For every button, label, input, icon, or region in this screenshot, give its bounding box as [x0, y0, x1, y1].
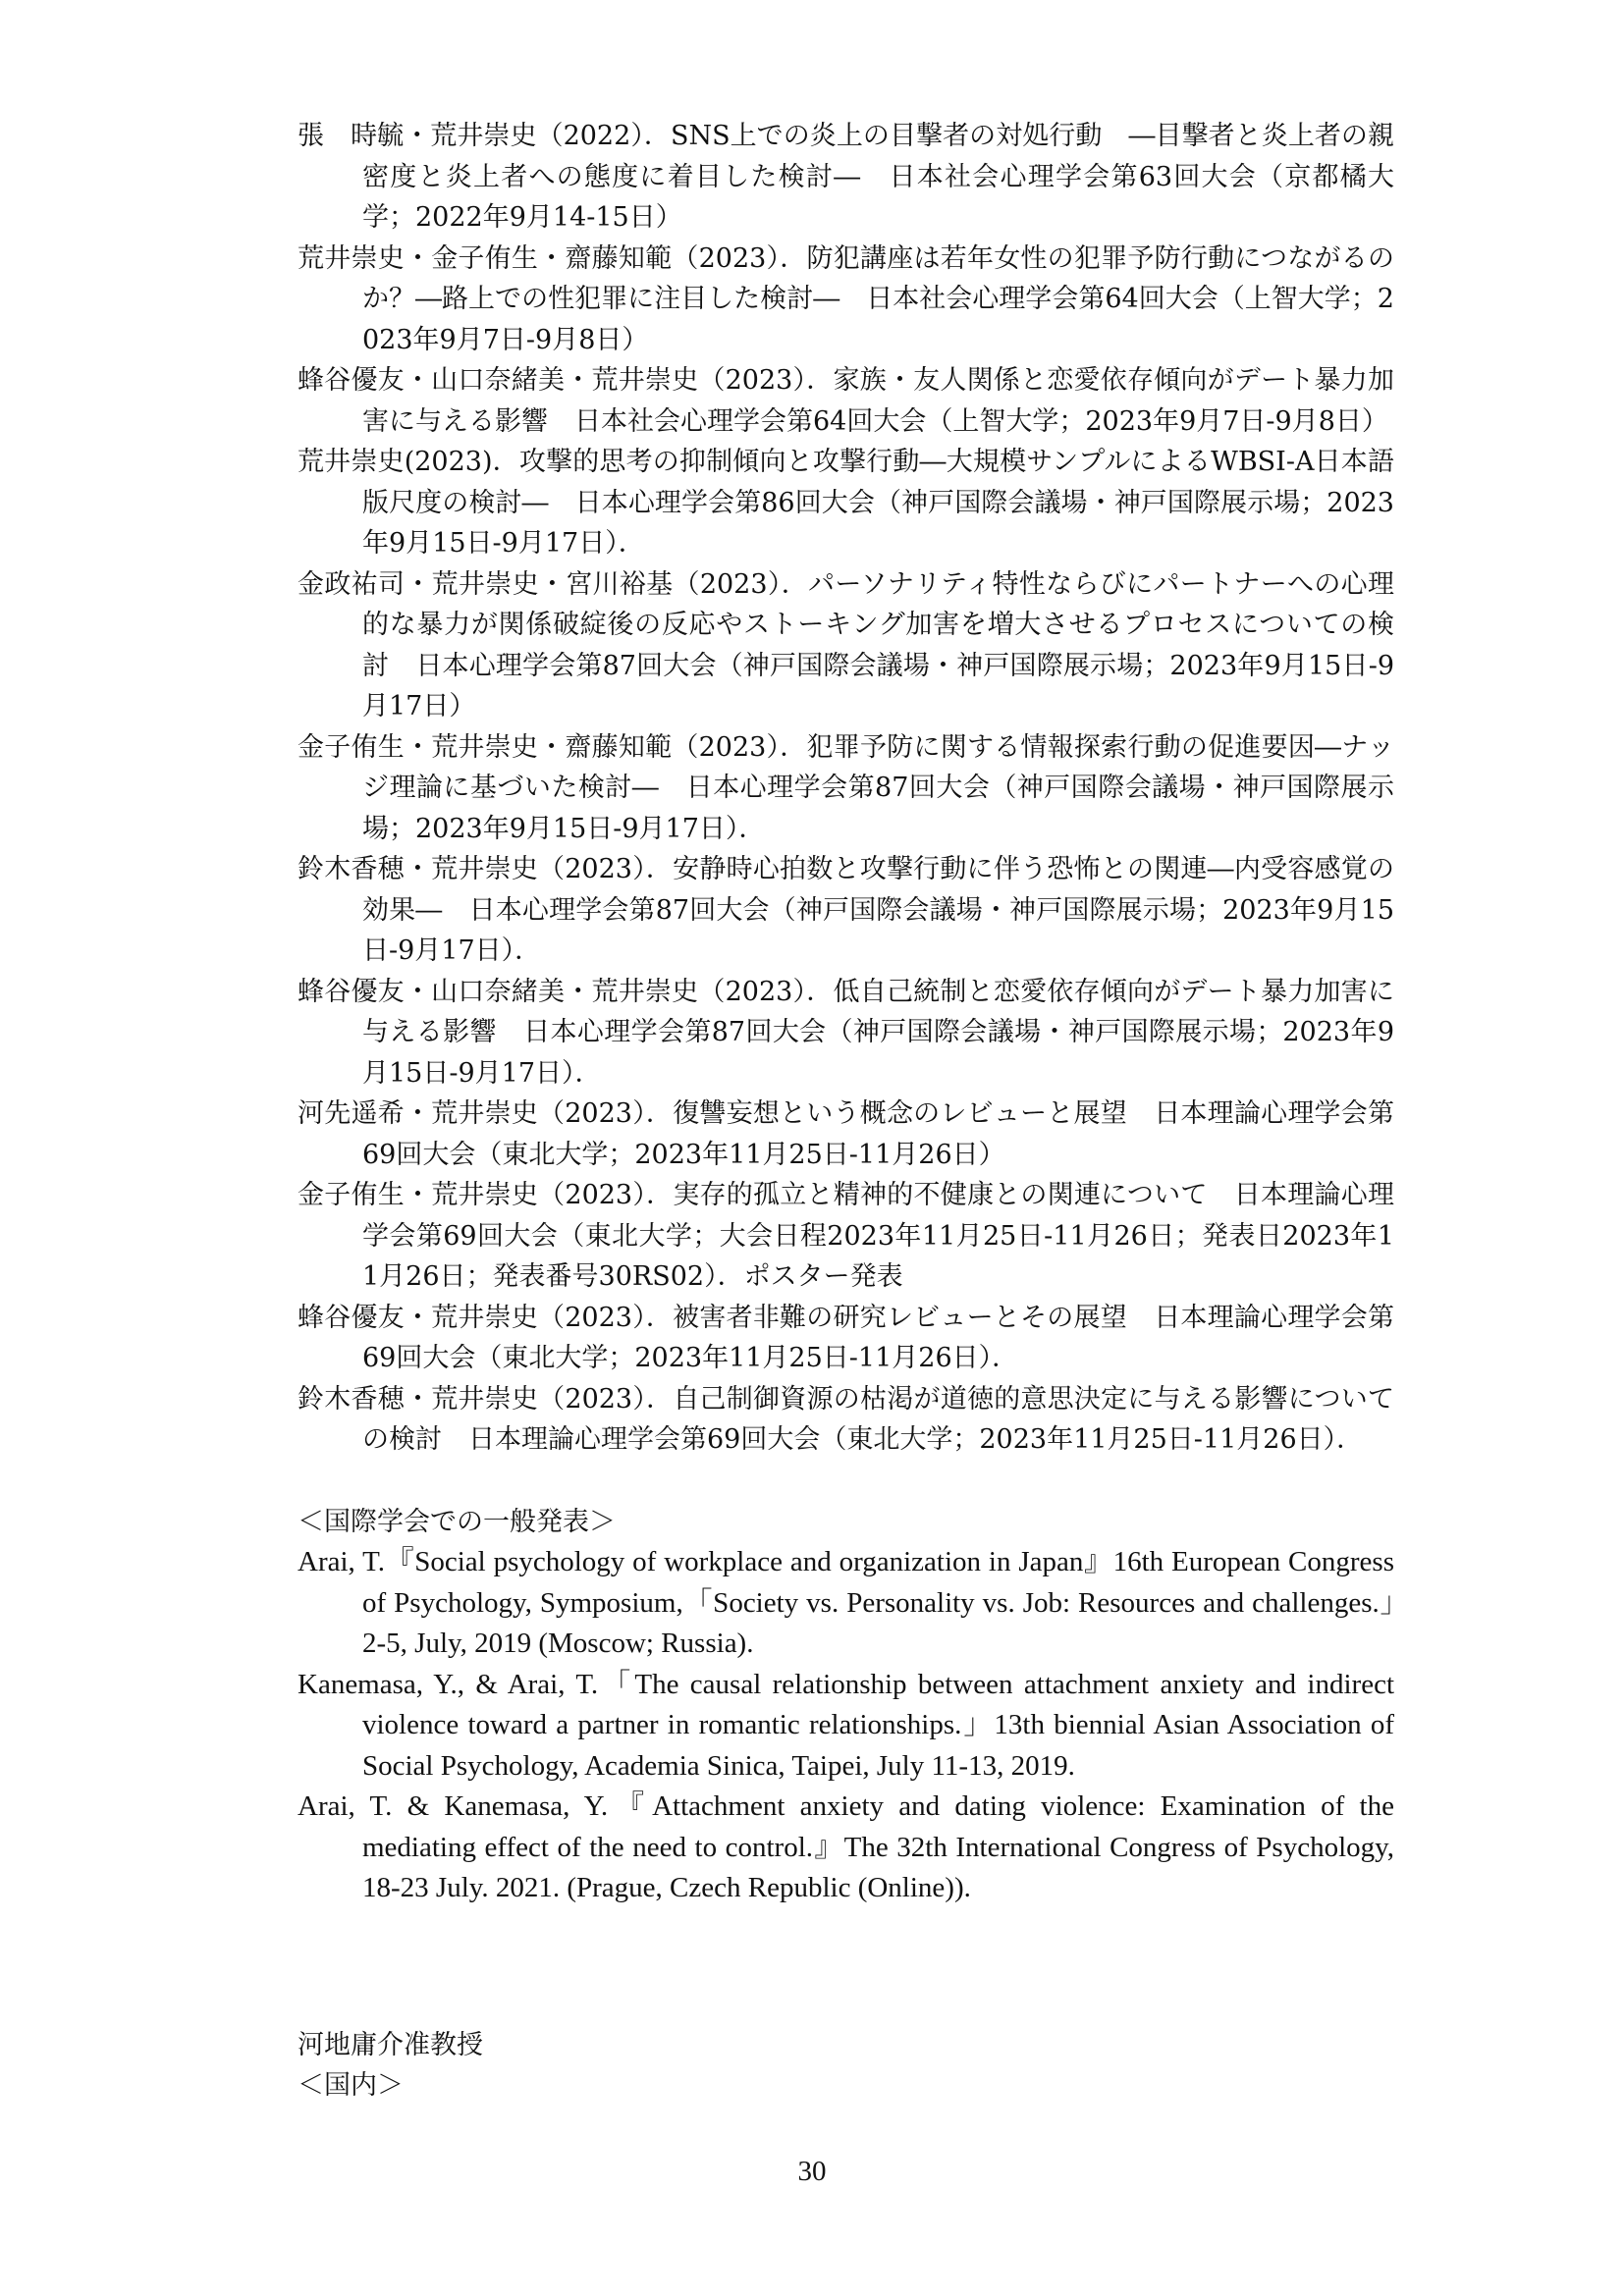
- page-number: 30: [797, 2156, 827, 2187]
- section-heading-international: ＜国際学会での一般発表＞: [298, 1506, 616, 1537]
- domestic-presentation-list: [298, 116, 1394, 1461]
- list-item: 荒井崇史(2023)．攻撃的思考の抑制傾向と攻撃行動―大規模サンプルによるWBSI-A日本語版尺度の検討― 日本心理学会第86回大会（神戸国際会議場・神戸国際展示場；2023年9月15日-9月17日）．: [298, 447, 1394, 559]
- section-heading-domestic: ＜国内＞: [298, 2070, 404, 2101]
- list-item: 鈴木香穂・荒井崇史（2023）．安静時心拍数と攻撃行動に伴う恐怖との関連―内受容感覚の効果― 日本心理学会第87回大会（神戸国際会議場・神戸国際展示場；2023年9月15日-9月17日）．: [298, 854, 1394, 966]
- list-item: Arai, T.『Social psychology of workplace and organization in Japan』16th European Congress of Psychology, Symposium,「Society vs. Personality vs. Job: Resources and challenges.」2-5, July, 2019 (Moscow; Russia).: [298, 1546, 1394, 1659]
- list-item: 金子侑生・荒井崇史（2023）．実存的孤立と精神的不健康との関連について 日本理論心理学会第69回大会（東北大学；大会日程2023年11月25日-11月26日；発表日2023年11月26日；発表番号30RS02）．ポスター発表: [298, 1180, 1394, 1292]
- list-item: 金子侑生・荒井崇史・齋藤知範（2023）．犯罪予防に関する情報探索行動の促進要因―ナッジ理論に基づいた検討― 日本心理学会第87回大会（神戸国際会議場・神戸国際展示場；2023年9月15日-9月17日）．: [298, 731, 1394, 844]
- list-item: 張 時毓・荒井崇史（2022）．SNS上での炎上の目撃者の対処行動 ―目撃者と炎上者の親密度と炎上者への態度に着目した検討― 日本社会心理学会第63回大会（京都橘大学；2022年9月14-15日）: [298, 121, 1394, 233]
- list-item: Kanemasa, Y., & Arai, T.「The causal relationship between attachment anxiety and indirect violence toward a partner in romantic relationships.」13th biennial Asian Association of Social Psychology, Academia Sinica, Taipei, July 11-13, 2019.: [298, 1668, 1394, 1782]
- faculty-name-heading: 河地庸介准教授: [298, 2029, 483, 2060]
- list-item: 河先遥希・荒井崇史（2023）．復讐妄想という概念のレビューと展望 日本理論心理学会第69回大会（東北大学；2023年11月25日-11月26日）: [298, 1098, 1394, 1170]
- list-item: Arai, T. & Kanemasa, Y.『Attachment anxiety and dating violence: Examination of the mediating effect of the need to control.』The 32th International Congress of Psychology, 18-23 July. 2021. (Prague, Czech Republic (Online)).: [298, 1790, 1394, 1903]
- international-presentation-list: [298, 1542, 1394, 1909]
- list-item: 鈴木香穂・荒井崇史（2023）．自己制御資源の枯渇が道徳的意思決定に与える影響についての検討 日本理論心理学会第69回大会（東北大学；2023年11月25日-11月26日）．: [298, 1383, 1394, 1455]
- list-item: 蜂谷優友・山口奈緒美・荒井崇史（2023）．低自己統制と恋愛依存傾向がデート暴力加害に与える影響 日本心理学会第87回大会（神戸国際会議場・神戸国際展示場；2023年9月15日-9月17日）．: [298, 976, 1394, 1089]
- list-item: 金政祐司・荒井崇史・宮川裕基（2023）．パーソナリティ特性ならびにパートナーへの心理的な暴力が関係破綻後の反応やストーキング加害を増大させるプロセスについての検討 日本心理学会第87回大会（神戸国際会議場・神戸国際展示場；2023年9月15日-9月17日）: [298, 568, 1394, 721]
- list-item: 荒井崇史・金子侑生・齋藤知範（2023）．防犯講座は若年女性の犯罪予防行動につながるのか？―路上での性犯罪に注目した検討― 日本社会心理学会第64回大会（上智大学；2023年9月7日-9月8日）: [298, 242, 1394, 355]
- document-body: [298, 116, 1394, 2107]
- list-item: 蜂谷優友・山口奈緒美・荒井崇史（2023）．家族・友人関係と恋愛依存傾向がデート暴力加害に与える影響 日本社会心理学会第64回大会（上智大学；2023年9月7日-9月8日）: [298, 365, 1394, 437]
- list-item: 蜂谷優友・荒井崇史（2023）．被害者非難の研究レビューとその展望 日本理論心理学会第69回大会（東北大学；2023年11月25日-11月26日）．: [298, 1302, 1394, 1373]
